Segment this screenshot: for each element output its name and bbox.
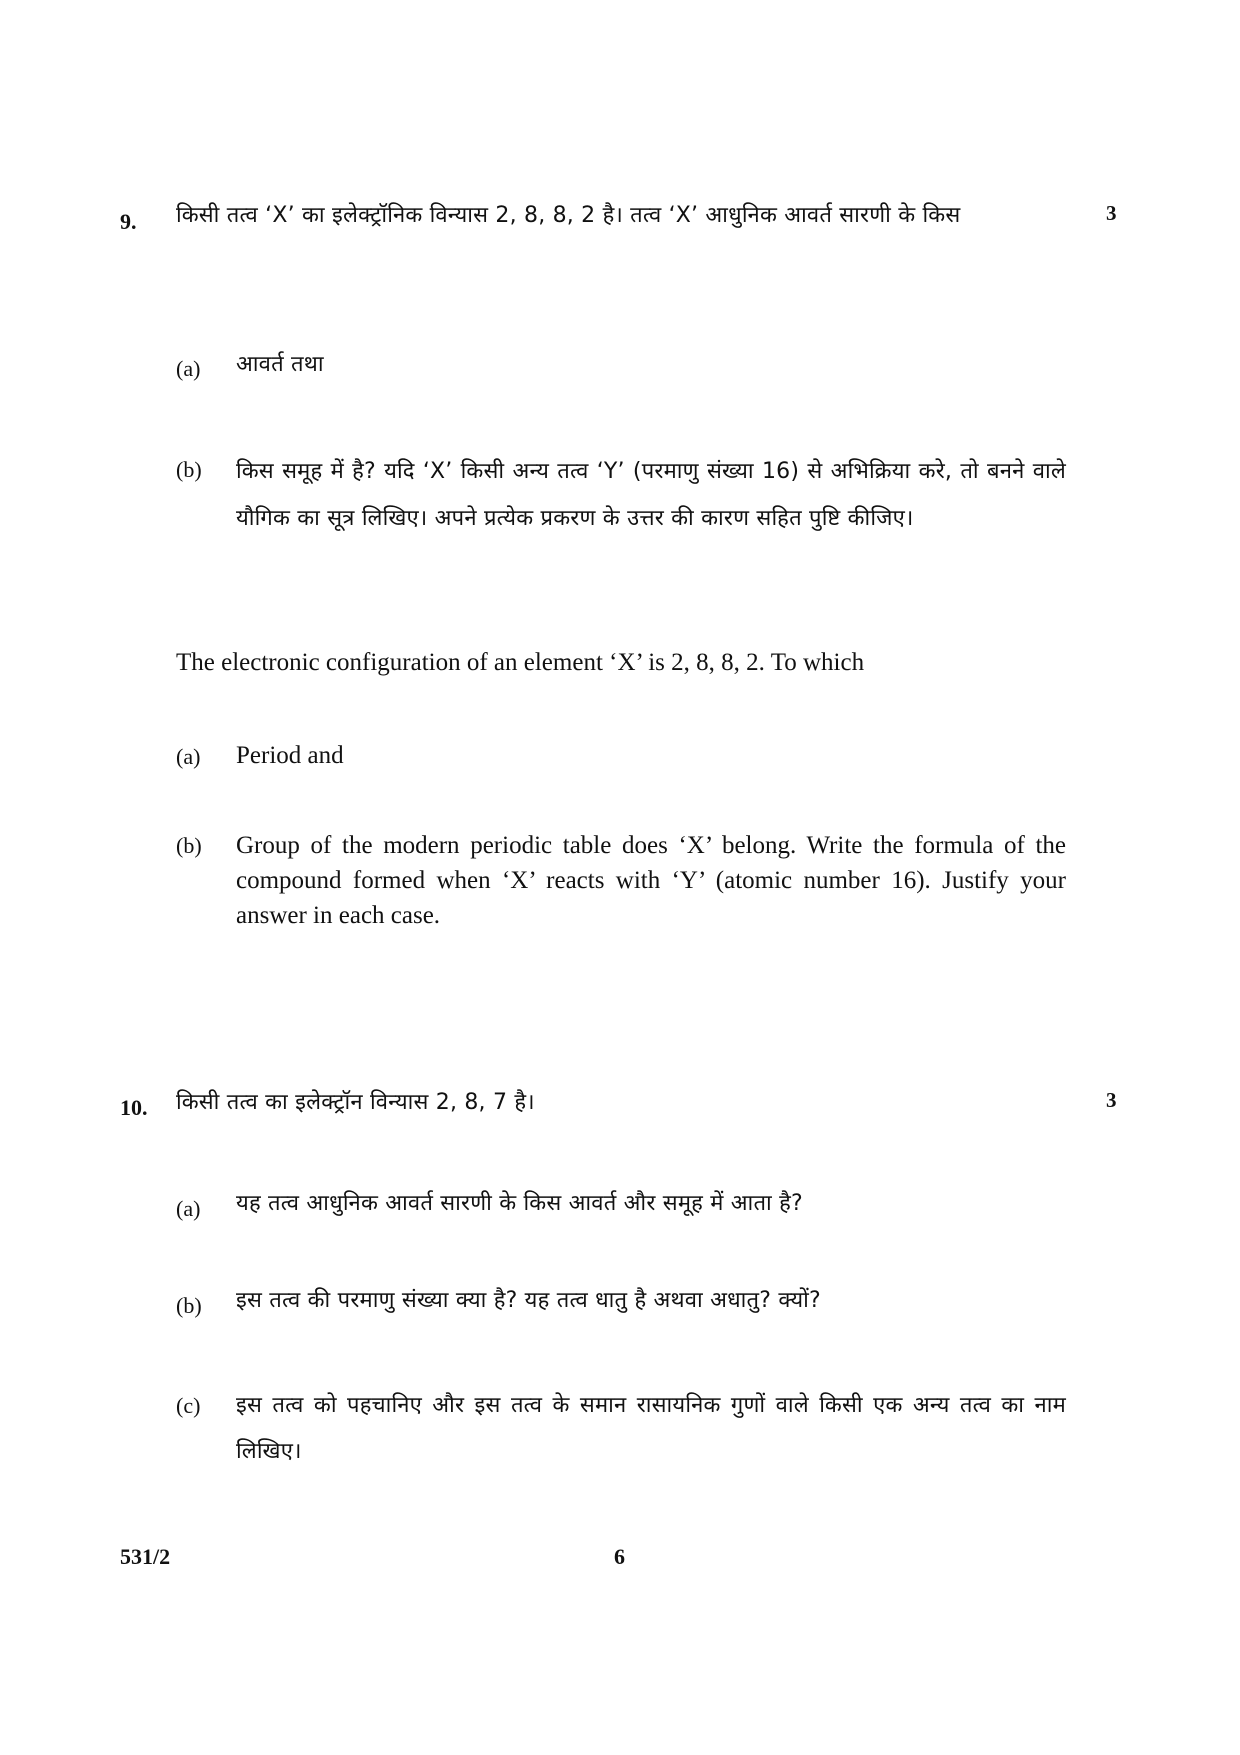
question-stem-english: The electronic configuration of an element ‘X’ is 2, 8, 8, 2. To which	[176, 649, 865, 676]
part-label: (b)	[176, 457, 202, 482]
question-number: 10.	[120, 1095, 148, 1120]
question-number: 9.	[120, 209, 137, 234]
part-text-hindi: इस तत्व की परमाणु संख्या क्या है? यह तत्व धातु है अथवा अधातु? क्यों?	[236, 1288, 821, 1313]
question-marks: 3	[1106, 201, 1117, 225]
part-label: (b)	[176, 833, 202, 858]
part-label: (a)	[176, 744, 201, 769]
part-text-hindi: यह तत्व आधुनिक आवर्त सारणी के किस आवर्त और समूह में आता है?	[236, 1191, 803, 1216]
part-text-hindi: आवर्त तथा	[236, 352, 324, 377]
part-text-hindi: किस समूह में है? यदि ‘X’ किसी अन्य तत्व ‘Y’ (परमाणु संख्या 16) से अभिक्रिया करे, तो बनने वाले यौगिक का सूत्र लिखिए। अपने प्रत्येक प्रकरण के उत्तर की कारण सहित पुष्टि कीजिए।	[236, 459, 1066, 531]
part-text-hindi: इस तत्व को पहचानिए और इस तत्व के समान रासायनिक गुणों वाले किसी एक अन्य तत्व का नाम लिखिए।	[236, 1393, 1066, 1464]
paper-code: 531/2	[120, 1544, 171, 1569]
part-label: (c)	[176, 1393, 201, 1418]
part-text-english: Group of the modern periodic table does ‘X’ belong. Write the formula of the compound formed when ‘X’ reacts with ‘Y’ (atomic number 16). Justify your answer in each case.	[236, 832, 1066, 929]
part-label: (a)	[176, 356, 201, 381]
part-text-english: Period and	[236, 742, 344, 769]
question-stem-hindi: किसी तत्व का इलेक्ट्रॉन विन्यास 2, 8, 7 है।	[176, 1090, 535, 1115]
page-number: 6	[614, 1544, 625, 1569]
question-stem-hindi: किसी तत्व ‘X’ का इलेक्ट्रॉनिक विन्यास 2, 8, 8, 2 है। तत्व ‘X’ आधुनिक आवर्त सारणी के किस	[176, 203, 961, 228]
part-label: (a)	[176, 1196, 201, 1221]
question-marks: 3	[1106, 1088, 1117, 1112]
part-label: (b)	[176, 1293, 202, 1318]
